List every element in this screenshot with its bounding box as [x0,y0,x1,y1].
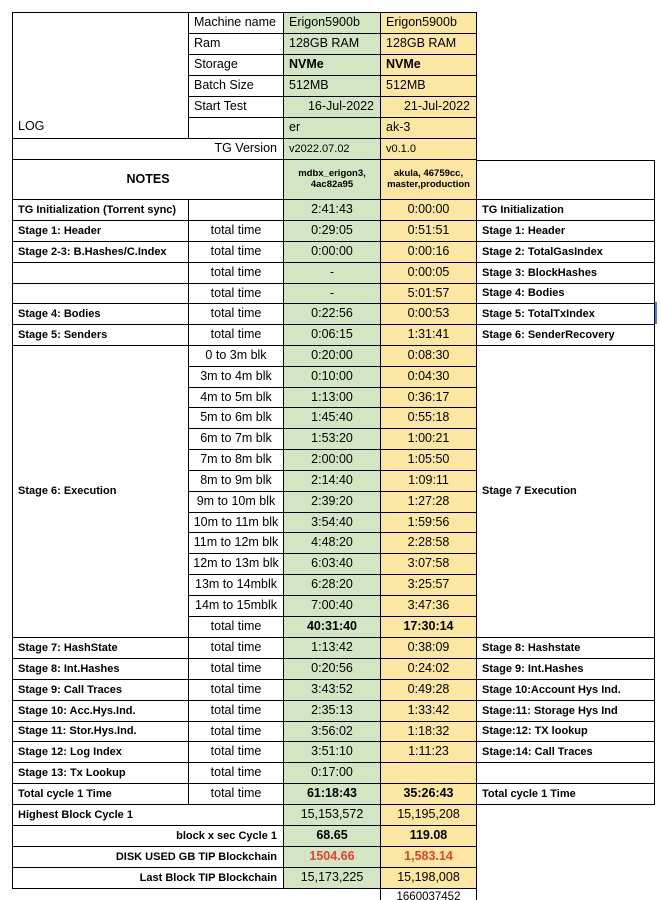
akula-stage-label[interactable]: Stage 3: BlockHashes [477,263,655,284]
erigon-time[interactable]: 3:56:02 [284,722,381,742]
akula-stage-label[interactable] [477,763,655,784]
akula-time[interactable]: 0:55:18 [381,408,477,429]
akula-machine-name[interactable]: Erigon5900b [381,12,477,34]
akula-block-x-sec[interactable]: 119.08 [381,826,477,847]
stage-label[interactable]: Stage 10: Acc.Hys.Ind. [12,701,189,722]
stage-sub[interactable]: total time [189,638,284,659]
akula-stage-label[interactable]: Stage 1: Header [477,221,655,242]
erigon-time[interactable]: 2:39:20 [284,492,381,513]
akula-total-cycle-label[interactable]: Total cycle 1 Time [477,784,655,805]
akula-time[interactable]: 1:11:23 [381,742,477,763]
execution-range[interactable]: 6m to 7m blk [189,429,284,450]
total-cycle-label[interactable]: Total cycle 1 Time [12,784,189,805]
akula-stage-label[interactable]: Stage:14: Call Traces [477,742,655,763]
execution-range[interactable]: 14m to 15mblk [189,596,284,617]
akula-time[interactable]: 1:59:56 [381,513,477,533]
erigon-time[interactable]: 3:43:52 [284,680,381,701]
execution-range[interactable]: 12m to 13m blk [189,554,284,575]
erigon-highest-block[interactable]: 15,153,572 [284,805,381,826]
erigon-time[interactable]: 2:00:00 [284,450,381,471]
akula-time[interactable]: 1:33:42 [381,701,477,722]
execution-range[interactable]: 8m to 9m blk [189,471,284,492]
notes-label[interactable]: NOTES [12,160,284,200]
execution-range[interactable]: 0 to 3m blk [189,346,284,367]
akula-disk-used[interactable]: 1,583.14 [381,847,477,868]
erigon-time[interactable]: 1:13:42 [284,638,381,659]
stage-sub[interactable]: total time [189,242,284,263]
akula-stage-label[interactable]: Stage 5: TotalTxIndex [477,304,655,325]
akula-execution-label[interactable]: Stage 7 Execution [477,346,655,638]
erigon-time[interactable]: 2:41:43 [284,200,381,221]
akula-time[interactable]: 0:24:02 [381,659,477,680]
machine-name-label[interactable]: Machine name [189,12,284,34]
erigon-time[interactable]: 2:14:40 [284,471,381,492]
stage-label[interactable]: Stage 9: Call Traces [12,680,189,701]
execution-range[interactable]: 4m to 5m blk [189,388,284,408]
execution-label[interactable]: Stage 6: Execution [12,346,189,638]
stage-sub[interactable]: total time [189,763,284,784]
stage-sub[interactable]: total time [189,325,284,346]
ram-label[interactable]: Ram [189,34,284,55]
id-label-cell[interactable] [189,118,284,139]
highest-block-label[interactable]: Highest Block Cycle 1 [12,805,284,826]
erigon-id[interactable]: er [284,118,381,139]
akula-time[interactable]: 0:36:17 [381,388,477,408]
akula-time[interactable]: 0:00:00 [381,200,477,221]
column-resize-handle[interactable] [655,302,658,324]
akula-time[interactable]: 0:00:16 [381,242,477,263]
akula-time[interactable]: 1:27:28 [381,492,477,513]
execution-range[interactable]: 11m to 12m blk [189,533,284,554]
erigon-ram[interactable]: 128GB RAM [284,34,381,55]
akula-stage-label[interactable]: Stage 8: Hashstate [477,638,655,659]
stage-label[interactable]: TG Initialization (Torrent sync) [12,200,189,221]
disk-used-label[interactable]: DISK USED GB TIP Blockchain [12,847,284,868]
akula-stage-label[interactable]: Stage 9: Int.Hashes [477,659,655,680]
akula-execution-total[interactable]: 17:30:14 [381,617,477,638]
erigon-block-x-sec[interactable]: 68.65 [284,826,381,847]
akula-highest-block[interactable]: 15,195,208 [381,805,477,826]
erigon-disk-used[interactable]: 1504.66 [284,847,381,868]
erigon-time[interactable]: 6:28:20 [284,575,381,596]
akula-time[interactable]: 0:51:51 [381,221,477,242]
stage-label[interactable]: Stage 7: HashState [12,638,189,659]
stage-sub[interactable] [189,200,284,221]
stage-sub[interactable]: total time [189,722,284,742]
akula-time[interactable]: 3:47:36 [381,596,477,617]
akula-tg-version[interactable]: v0.1.0 [381,139,477,160]
akula-time[interactable]: 1:18:32 [381,722,477,742]
akula-time[interactable]: 1:05:50 [381,450,477,471]
erigon-time[interactable]: 0:10:00 [284,367,381,388]
execution-total-label[interactable]: total time [189,617,284,638]
log-cell[interactable] [12,12,189,139]
log-label: LOG [18,119,45,134]
stage-label[interactable]: Stage 11: Stor.Hys.Ind. [12,722,189,742]
erigon-storage[interactable]: NVMe [284,55,381,76]
erigon-time[interactable]: 4:48:20 [284,533,381,554]
akula-stage-label[interactable]: Stage 4: Bodies [477,284,655,304]
akula-time[interactable]: 5:01:57 [381,284,477,304]
erigon-total-cycle[interactable]: 61:18:43 [284,784,381,805]
akula-time[interactable]: 0:00:05 [381,263,477,284]
execution-range[interactable]: 13m to 14mblk [189,575,284,596]
stage-sub[interactable]: total time [189,304,284,325]
akula-stage-label[interactable]: Stage 10:Account Hys Ind. [477,680,655,701]
erigon-time[interactable]: 6:03:40 [284,554,381,575]
blank-row-left[interactable] [284,889,381,900]
akula-time[interactable]: 0:49:28 [381,680,477,701]
akula-time[interactable]: 1:31:41 [381,325,477,346]
akula-stage-label[interactable]: Stage:12: TX lookup [477,722,655,742]
tg-version-label[interactable]: TG Version [12,139,284,160]
erigon-time[interactable]: - [284,284,381,304]
batch-size-label[interactable]: Batch Size [189,76,284,97]
erigon-start-test[interactable]: 16-Jul-2022 [284,97,381,118]
erigon-time[interactable]: 0:20:00 [284,346,381,367]
execution-range[interactable]: 9m to 10m blk [189,492,284,513]
stage-label[interactable]: Stage 8: Int.Hashes [12,659,189,680]
erigon-time[interactable]: 3:51:10 [284,742,381,763]
erigon-time[interactable]: 1:13:00 [284,388,381,408]
erigon-time[interactable]: 1:45:40 [284,408,381,429]
akula-time[interactable]: 1:09:11 [381,471,477,492]
stage-label[interactable]: Stage 2-3: B.Hashes/C.Index [12,242,189,263]
erigon-time[interactable]: 0:22:56 [284,304,381,325]
erigon-time[interactable]: 1:53:20 [284,429,381,450]
stage-sub[interactable]: total time [189,784,284,805]
stage-label[interactable]: Stage 1: Header [12,221,189,242]
erigon-time[interactable]: 0:20:56 [284,659,381,680]
erigon-time[interactable]: 2:35:13 [284,701,381,722]
erigon-time[interactable]: - [284,263,381,284]
stage-sub[interactable]: total time [189,742,284,763]
akula-stage-label[interactable]: TG Initialization [477,200,655,221]
akula-time[interactable]: 0:00:53 [381,304,477,325]
stage-sub[interactable]: total time [189,263,284,284]
erigon-last-block[interactable]: 15,173,225 [284,868,381,889]
akula-time[interactable]: 3:07:58 [381,554,477,575]
akula-cut-value[interactable]: 1660037452 [381,889,477,900]
block-x-sec-label[interactable]: block x sec Cycle 1 [12,826,284,847]
stage-label[interactable]: Stage 5: Senders [12,325,189,346]
erigon-time[interactable]: 0:29:05 [284,221,381,242]
stage-sub[interactable]: total time [189,284,284,304]
stage-label[interactable]: Stage 4: Bodies [12,304,189,325]
execution-range[interactable]: 7m to 8m blk [189,450,284,471]
notes-right-cell[interactable] [477,160,655,200]
erigon-machine-name[interactable]: Erigon5900b [284,12,381,34]
erigon-notes[interactable]: mdbx_erigon3, 4ac82a95 [284,160,381,200]
akula-stage-label[interactable]: Stage 6: SenderRecovery [477,325,655,346]
erigon-time[interactable]: 0:00:00 [284,242,381,263]
akula-time[interactable]: 0:38:09 [381,638,477,659]
akula-storage[interactable]: NVMe [381,55,477,76]
erigon-batch-size[interactable]: 512MB [284,76,381,97]
stage-sub[interactable]: total time [189,221,284,242]
stage-label[interactable]: Stage 13: Tx Lookup [12,763,189,784]
erigon-execution-total[interactable]: 40:31:40 [284,617,381,638]
stage-sub[interactable]: total time [189,659,284,680]
erigon-time[interactable]: 3:54:40 [284,513,381,533]
erigon-tg-version[interactable]: v2022.07.02 [284,139,381,160]
akula-batch-size[interactable]: 512MB [381,76,477,97]
akula-start-test[interactable]: 21-Jul-2022 [381,97,477,118]
execution-range[interactable]: 5m to 6m blk [189,408,284,429]
akula-id[interactable]: ak-3 [381,118,477,139]
erigon-time[interactable]: 0:17:00 [284,763,381,784]
stage-sub[interactable]: total time [189,701,284,722]
start-test-label[interactable]: Start Test [189,97,284,118]
akula-total-cycle[interactable]: 35:26:43 [381,784,477,805]
akula-ram[interactable]: 128GB RAM [381,34,477,55]
akula-time[interactable]: 2:28:58 [381,533,477,554]
stage-label[interactable] [12,284,189,304]
akula-time[interactable] [381,763,477,784]
execution-range[interactable]: 3m to 4m blk [189,367,284,388]
erigon-time[interactable]: 0:06:15 [284,325,381,346]
erigon-time[interactable]: 7:00:40 [284,596,381,617]
akula-time[interactable]: 0:08:30 [381,346,477,367]
last-block-label[interactable]: Last Block TIP Blockchain [12,868,284,889]
akula-notes[interactable]: akula, 46759cc, master,production [381,160,477,200]
execution-range[interactable]: 10m to 11m blk [189,513,284,533]
akula-stage-label[interactable]: Stage 2: TotalGasIndex [477,242,655,263]
akula-time[interactable]: 3:25:57 [381,575,477,596]
stage-sub[interactable]: total time [189,680,284,701]
stage-label[interactable]: Stage 12: Log Index [12,742,189,763]
akula-time[interactable]: 1:00:21 [381,429,477,450]
storage-label[interactable]: Storage [189,55,284,76]
akula-stage-label[interactable]: Stage:11: Storage Hys Ind [477,701,655,722]
stage-label[interactable] [12,263,189,284]
akula-last-block[interactable]: 15,198,008 [381,868,477,889]
akula-time[interactable]: 0:04:30 [381,367,477,388]
